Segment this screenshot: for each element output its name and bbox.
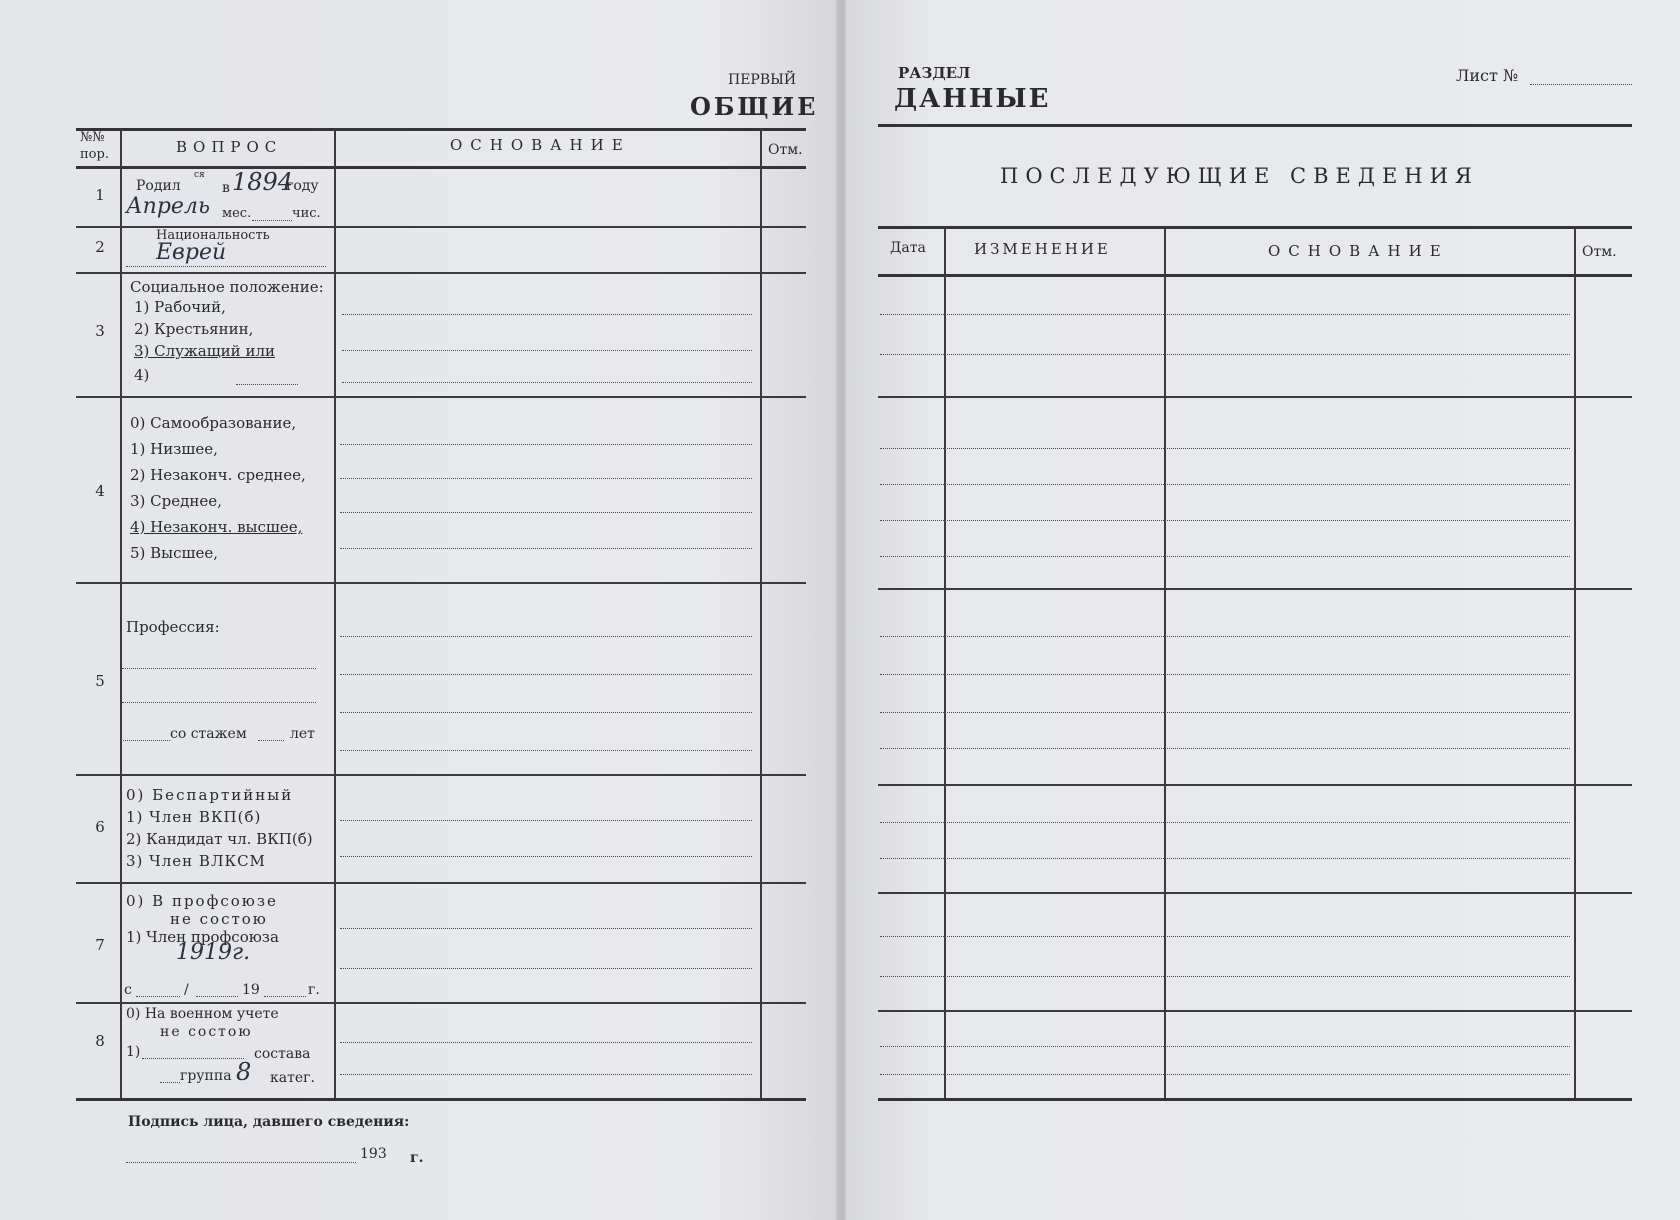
col-question-divider [334, 128, 336, 1098]
row-7-border [76, 1002, 806, 1004]
row-4-border [76, 582, 806, 584]
q5-experience: со стажем [170, 726, 247, 742]
q7-opt0-line1: 0) В профсоюзе [126, 892, 278, 910]
subsequent-info-title: ПОСЛЕДУЮЩИЕ СВЕДЕНИЯ [1000, 164, 1479, 188]
right-header-rule [878, 124, 1632, 127]
q8-opt1-blank [142, 1058, 244, 1059]
q8-group: группа [180, 1068, 232, 1084]
q7-year-blank [264, 996, 306, 997]
signature-blank [126, 1162, 356, 1163]
q5-blank-1 [122, 668, 316, 669]
q3-opt2: 2) Крестьянин, [134, 320, 254, 338]
q7-opt1: 1) Член профсоюза [126, 928, 279, 946]
q1-year-handwritten: 1894 [232, 168, 294, 196]
basis-header-right: ОСНОВАНИЕ [1268, 242, 1449, 260]
q2-blank [126, 266, 326, 267]
row-number-4: 4 [95, 482, 105, 500]
q1-sex-suffix: ся [194, 170, 205, 180]
q4-opt1: 1) Низшее, [130, 440, 218, 458]
basis-header: ОСНОВАНИЕ [450, 136, 631, 154]
q1-day-blank [252, 220, 292, 221]
right-table-bottom [878, 1098, 1632, 1101]
table-top-border [76, 128, 806, 131]
q4-opt0: 0) Самообразование, [130, 414, 297, 432]
q2-handwritten-value: Еврей [156, 240, 227, 265]
q8-opt0-line2: не состою [160, 1024, 253, 1040]
row-number-3: 3 [95, 322, 105, 340]
q5-years-blank [258, 740, 284, 741]
right-col-change-divider [1164, 226, 1166, 1098]
q4-opt5: 5) Высшее, [130, 544, 218, 562]
q1-month-label: мес. [222, 206, 252, 221]
section-first-label: ПЕРВЫЙ [728, 72, 797, 88]
q5-experience-blank [120, 740, 170, 741]
mark-header-right: Отм. [1582, 244, 1617, 260]
q8-opt1: 1) [126, 1044, 141, 1060]
row-number-5: 5 [95, 672, 105, 690]
right-row-3-border [878, 784, 1632, 786]
right-table-top [878, 226, 1632, 229]
q7-g: г. [308, 982, 320, 998]
q7-from: с [124, 982, 132, 998]
q8-category: катег. [270, 1070, 315, 1086]
q7-day-blank [136, 996, 180, 997]
q3-opt3: 3) Служащий или [134, 342, 275, 360]
q1-born: Родил [136, 178, 181, 194]
q8-opt0-line1: 0) На военном учете [126, 1006, 279, 1022]
q1-in: в [222, 180, 230, 196]
row-number-2: 2 [95, 238, 105, 256]
q4-opt4: 4) Незаконч. высшее, [130, 518, 303, 536]
num-header: №№ [80, 130, 105, 145]
q7-month-blank [196, 996, 238, 997]
q6-opt0: 0) Беспартийный [126, 786, 294, 804]
change-header: ИЗМЕНЕНИЕ [974, 240, 1111, 258]
row-number-7: 7 [95, 936, 105, 954]
q5-years: лет [290, 726, 315, 742]
q8-group-pre-blank [160, 1082, 180, 1083]
row-6-border [76, 882, 806, 884]
right-row-1-border [878, 396, 1632, 398]
q3-label: Социальное положение: [130, 278, 324, 296]
q5-label: Профессия: [126, 618, 220, 636]
q3-opt4: 4) [134, 366, 150, 384]
q7-century: 19 [242, 982, 260, 998]
signature-g: г. [410, 1150, 424, 1166]
q7-year-handwritten: 1919г. [176, 940, 251, 965]
q4-opt3: 3) Среднее, [130, 492, 222, 510]
sheet-label: Лист № [1456, 66, 1519, 85]
section-label: РАЗДЕЛ [898, 64, 971, 82]
row-5-border [76, 774, 806, 776]
q6-opt2: 2) Кандидат чл. ВКП(б) [126, 830, 313, 848]
q1-day-label: чис. [292, 206, 321, 221]
right-col-basis-divider [1574, 226, 1576, 1098]
question-header: ВОПРОС [176, 138, 283, 156]
mark-header: Отм. [768, 142, 803, 158]
q3-opt4-blank [236, 384, 298, 385]
q6-opt3: 3) Член ВЛКСМ [126, 852, 266, 870]
right-col-date-divider [944, 226, 946, 1098]
q5-blank-2 [122, 702, 316, 703]
row-3-border [76, 396, 806, 398]
section-title-general: ОБЩИЕ [690, 92, 819, 121]
q1-year-word: году [286, 178, 319, 194]
num-header-sub: пор. [80, 147, 109, 162]
right-row-4-border [878, 892, 1632, 894]
col-basis-divider [760, 128, 762, 1098]
section-title-data: ДАННЫЕ [894, 84, 1051, 114]
q8-composition: состава [254, 1046, 311, 1062]
q8-group-handwritten: 8 [236, 1058, 252, 1086]
row-number-1: 1 [95, 186, 105, 204]
right-row-5-border [878, 1010, 1632, 1012]
signature-year: 193 [360, 1146, 387, 1162]
q4-opt2: 2) Незаконч. среднее, [130, 466, 306, 484]
table-bottom-border [76, 1098, 806, 1101]
row-number-8: 8 [95, 1032, 105, 1050]
row-2-border [76, 272, 806, 274]
q1-month-handwritten: Апрель [126, 194, 210, 219]
date-header: Дата [890, 240, 926, 256]
row-number-6: 6 [95, 818, 105, 836]
right-row-2-border [878, 588, 1632, 590]
signature-label: Подпись лица, давшего сведения: [128, 1114, 410, 1130]
header-bottom-border [76, 166, 806, 169]
sheet-number-blank [1530, 84, 1632, 85]
q7-slash: / [184, 982, 189, 998]
q6-opt1: 1) Член ВКП(б) [126, 808, 262, 826]
col-num-divider [120, 128, 122, 1098]
q2-label: Национальность [156, 228, 270, 243]
right-header-bottom [878, 274, 1632, 277]
q3-opt1: 1) Рабочий, [134, 298, 226, 316]
q7-opt0-line2: не состою [170, 910, 268, 928]
